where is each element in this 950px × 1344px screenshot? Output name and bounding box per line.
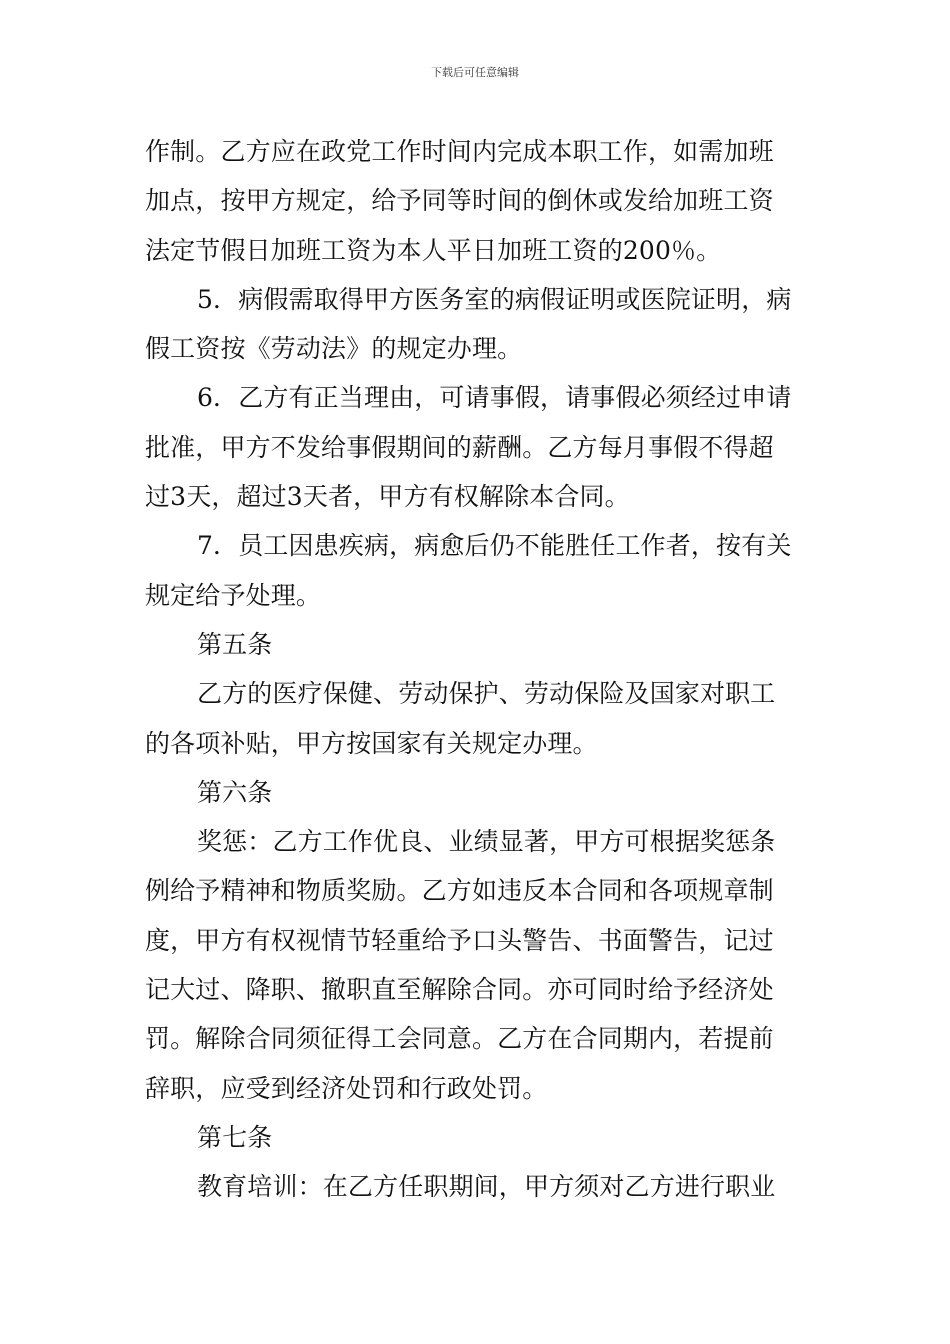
text-line: 法定节假日加班工资为本人平日加班工资的200％。: [145, 235, 722, 265]
section-heading: 第五条: [197, 629, 273, 659]
text-line: 规定给予处理。: [145, 580, 322, 610]
text-line: 过3天，超过3天者，甲方有权解除本合同。: [145, 482, 630, 512]
text-line: 记大过、降职、撤职直至解除合同。亦可同时给予经济处: [145, 975, 774, 1005]
text-line: 罚。解除合同须征得工会同意。乙方在合同期内，若提前: [145, 1024, 774, 1054]
text-line: 度，甲方有权视情节轻重给予口头警告、书面警告，记过: [145, 925, 774, 955]
text-line: 7．员工因患疾病，病愈后仍不能胜任工作者，按有关: [197, 531, 792, 561]
text-line: 辞职，应受到经济处罚和行政处罚。: [145, 1073, 548, 1103]
page-header: 下载后可任意编辑: [431, 66, 519, 79]
text-line: 加点，按甲方规定，给予同等时间的倒休或发给加班工资: [145, 186, 774, 216]
text-line: 的各项补贴，甲方按国家有关规定办理。: [145, 728, 598, 758]
section-heading: 第六条: [197, 777, 273, 807]
text-line: 6．乙方有正当理由，可请事假，请事假必须经过申请: [197, 383, 792, 413]
text-line: 5．病假需取得甲方医务室的病假证明或医院证明，病: [197, 284, 792, 314]
text-line: 假工资按《劳动法》的规定办理。: [145, 334, 523, 364]
text-line: 批准，甲方不发给事假期间的薪酬。乙方每月事假不得超: [145, 432, 774, 462]
text-line: 乙方的医疗保健、劳动保护、劳动保险及国家对职工: [197, 679, 776, 709]
text-line: 例给予精神和物质奖励。乙方如违反本合同和各项规章制: [145, 876, 774, 906]
text-line: 教育培训：在乙方任职期间，甲方须对乙方进行职业: [197, 1172, 776, 1202]
section-heading: 第七条: [197, 1122, 273, 1152]
text-line: 奖惩：乙方工作优良、业绩显著，甲方可根据奖惩条: [197, 827, 776, 857]
body-text: [145, 127, 815, 1212]
text-line: 作制。乙方应在政党工作时间内完成本职工作，如需加班: [145, 137, 774, 166]
